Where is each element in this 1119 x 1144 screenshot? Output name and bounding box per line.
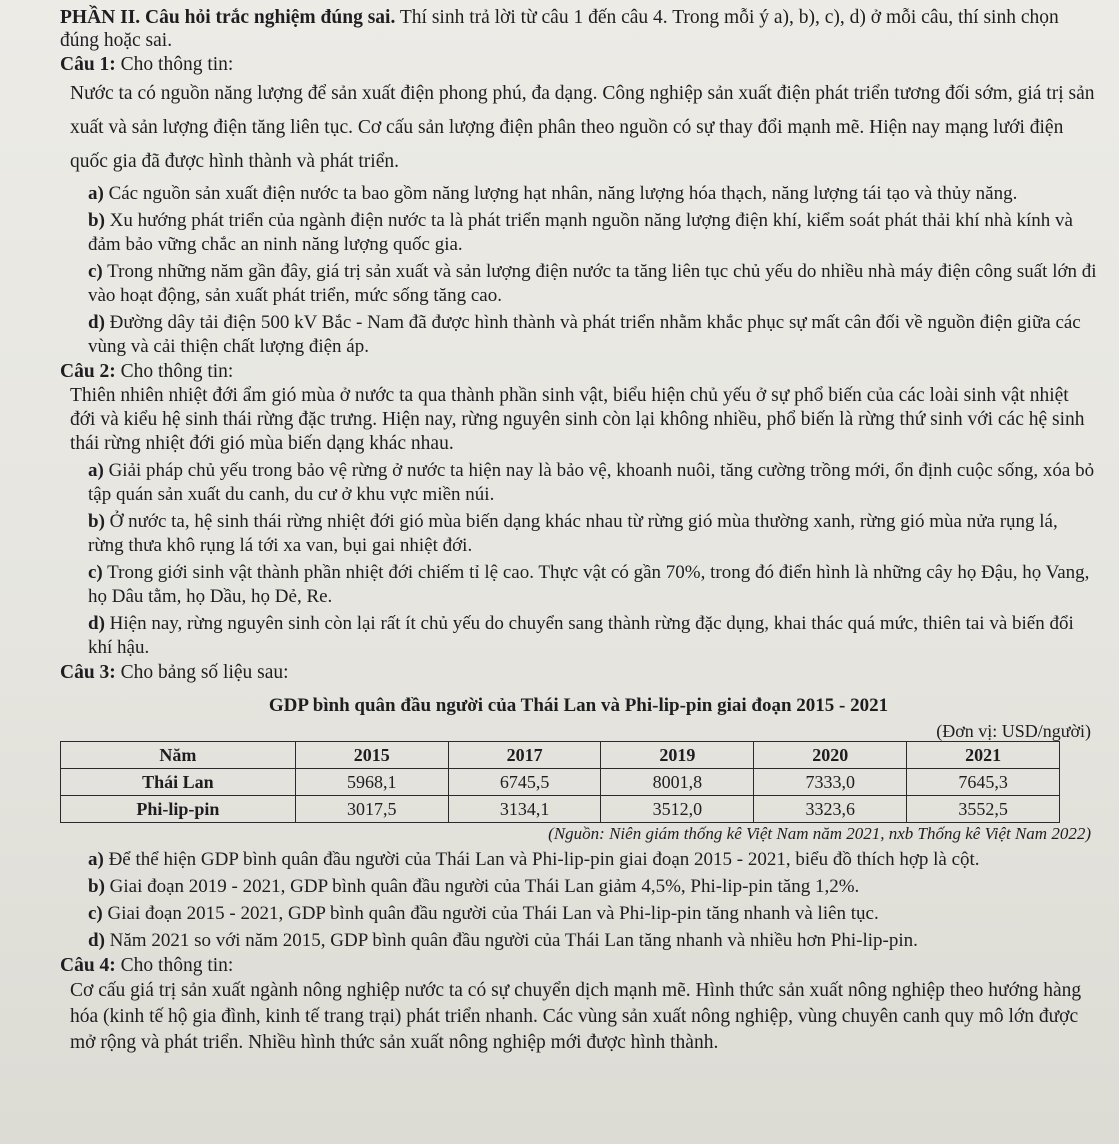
question-4	[60, 954, 1097, 1056]
option-text: Giai đoạn 2015 - 2021, GDP bình quân đầu người của Thái Lan và Phi-lip-pin tăng nhanh và liên tục.	[102, 903, 879, 924]
option-key: d)	[88, 930, 105, 951]
question-label: Câu 2:	[60, 361, 116, 382]
table-cell: 3134,1	[448, 796, 601, 823]
question-3	[60, 661, 1097, 953]
option-c	[88, 260, 1097, 308]
option-key: c)	[88, 562, 103, 583]
option-text: Giải pháp chủ yếu trong bảo vệ rừng ở nước ta hiện nay là bảo vệ, khoanh nuôi, tăng cường trồng mới, ổn định cuộc sống, xóa bỏ tập quán sản xuất du canh, du cư ở khu vực miền núi.	[88, 460, 1095, 505]
option-key: b)	[88, 210, 105, 231]
question-passage: Nước ta có nguồn năng lượng để sản xuất điện phong phú, đa dạng. Công nghiệp sản xuất điện phát triển tương đối sớm, giá trị sản xuất và sản lượng điện tăng liên tục. Cơ cấu sản lượng điện phân theo nguồn có sự thay đổi mạnh mẽ. Hiện nay mạng lưới điện quốc gia đã được hình thành và phát triển.	[70, 83, 1095, 172]
header-cell: 2019	[601, 742, 754, 769]
part-instructions: Thí sinh trả lời từ câu 1 đến câu 4. Trong mỗi ý a), b), c), d) ở mỗi câu, thí sinh chọn đúng hoặc sai.	[60, 7, 1059, 51]
option-key: c)	[88, 261, 103, 282]
option-key: d)	[88, 312, 105, 333]
table-row	[61, 769, 1060, 796]
option-b	[88, 510, 1097, 558]
question-prompt: Cho thông tin:	[115, 54, 234, 75]
option-c	[88, 561, 1097, 609]
option-text: Giai đoạn 2019 - 2021, GDP bình quân đầu người của Thái Lan giảm 4,5%, Phi-lip-pin tăng 1,2%.	[104, 876, 860, 897]
row-label: Thái Lan	[61, 769, 296, 796]
question-label: Câu 4:	[60, 955, 116, 976]
option-text: Các nguồn sản xuất điện nước ta bao gồm năng lượng hạt nhân, năng lượng hóa thạch, năng lượng tái tạo và thủy năng.	[103, 183, 1018, 204]
option-d	[88, 612, 1097, 660]
question-passage: Cơ cấu giá trị sản xuất ngành nông nghiệp nước ta có sự chuyển dịch mạnh mẽ. Hình thức sản xuất nông nghiệp theo hướng hàng hóa (kinh tế hộ gia đình, kinh tế trang trại) phát triển nhanh. Các vùng sản xuất nông nghiệp, vùng chuyên canh quy mô lớn được mở rộng và phát triển. Nhiều hình thức sản xuất nông nghiệp mới được hình thành.	[70, 980, 1082, 1053]
table-cell: 7333,0	[754, 769, 907, 796]
option-key: d)	[88, 613, 105, 634]
header-cell: 2021	[907, 742, 1060, 769]
table-header-row	[61, 742, 1060, 769]
header-cell: 2015	[295, 742, 448, 769]
table-source: (Nguồn: Niên giám thống kê Việt Nam năm 2021, nxb Thống kê Việt Nam 2022)	[548, 824, 1091, 843]
option-text: Hiện nay, rừng nguyên sinh còn lại rất ít chủ yếu do chuyển sang thành rừng đặc dụng, khai thác quá mức, thiên tai và biến đổi khí hậu.	[88, 613, 1074, 658]
question-prompt: Cho thông tin:	[115, 955, 234, 976]
question-2	[60, 360, 1097, 660]
table-row	[61, 796, 1060, 823]
table-cell: 6745,5	[448, 769, 601, 796]
option-key: b)	[88, 876, 105, 897]
option-text: Để thể hiện GDP bình quân đầu người của Thái Lan và Phi-lip-pin giai đoạn 2015 - 2021, biểu đồ thích hợp là cột.	[103, 849, 980, 870]
table-cell: 3017,5	[295, 796, 448, 823]
question-prompt: Cho thông tin:	[115, 361, 234, 382]
option-text: Xu hướng phát triển của ngành điện nước ta là phát triển mạnh nguồn năng lượng điện khí, kiểm soát phát thải khí nhà kính và đảm bảo vững chắc an ninh năng lượng quốc gia.	[88, 210, 1073, 255]
option-key: c)	[88, 903, 103, 924]
option-key: b)	[88, 511, 105, 532]
option-key: a)	[88, 849, 104, 870]
option-key: a)	[88, 460, 104, 481]
table-cell: 3512,0	[601, 796, 754, 823]
table-cell: 3552,5	[907, 796, 1060, 823]
gdp-table	[60, 741, 1060, 823]
question-1	[60, 53, 1097, 359]
option-text: Đường dây tải điện 500 kV Bắc - Nam đã được hình thành và phát triển nhằm khắc phục sự mất cân đối về nguồn điện giữa các vùng và cải thiện chất lượng điện áp.	[88, 312, 1081, 357]
header-cell: Năm	[61, 742, 296, 769]
table-cell: 3323,6	[754, 796, 907, 823]
option-a	[88, 182, 1097, 206]
option-a	[88, 459, 1097, 507]
option-text: Ở nước ta, hệ sinh thái rừng nhiệt đới gió mùa biến dạng khác nhau từ rừng gió mùa thường xanh, rừng gió mùa nửa rụng lá, rừng thưa khô rụng lá tới xa van, bụi gai nhiệt đới.	[88, 511, 1058, 556]
table-cell: 8001,8	[601, 769, 754, 796]
option-b	[88, 209, 1097, 257]
header-cell: 2017	[448, 742, 601, 769]
table-cell: 5968,1	[295, 769, 448, 796]
option-a	[88, 848, 1097, 872]
question-passage: Thiên nhiên nhiệt đới ẩm gió mùa ở nước ta qua thành phần sinh vật, biểu hiện chủ yếu ở sự phổ biến của các loài sinh vật nhiệt đới và kiểu hệ sinh thái rừng đặc trưng. Hiện nay, rừng nguyên sinh còn lại không nhiều, phổ biến là rừng thứ sinh với các hệ sinh thái rừng nhiệt đới gió mùa biến dạng khác nhau.	[70, 385, 1085, 454]
option-text: Trong giới sinh vật thành phần nhiệt đới chiếm tỉ lệ cao. Thực vật có gần 70%, trong đó điển hình là những cây họ Đậu, họ Vang, họ Dâu tằm, họ Dầu, họ Dẻ, Re.	[88, 562, 1090, 607]
table-title: GDP bình quân đầu người của Thái Lan và Phi-lip-pin giai đoạn 2015 - 2021	[268, 695, 889, 716]
option-d	[88, 929, 1097, 953]
table-cell: 7645,3	[907, 769, 1060, 796]
table-unit: (Đơn vị: USD/người)	[936, 721, 1091, 741]
option-text: Trong những năm gần đây, giá trị sản xuất và sản lượng điện nước ta tăng liên tục chủ yếu do nhiều nhà máy điện công suất lớn đi vào hoạt động, sản xuất phát triển, mức sống tăng cao.	[88, 261, 1097, 306]
header-cell: 2020	[754, 742, 907, 769]
row-label: Phi-lip-pin	[61, 796, 296, 823]
option-text: Năm 2021 so với năm 2015, GDP bình quân đầu người của Thái Lan tăng nhanh và nhiều hơn Phi-lip-pin.	[104, 930, 918, 951]
part-intro	[60, 6, 1097, 52]
option-d	[88, 311, 1097, 359]
question-prompt: Cho bảng số liệu sau:	[115, 662, 289, 683]
question-label: Câu 1:	[60, 54, 116, 75]
option-key: a)	[88, 183, 104, 204]
question-label: Câu 3:	[60, 662, 116, 683]
option-b	[88, 875, 1097, 899]
option-c	[88, 902, 1097, 926]
part-heading: PHẦN II. Câu hỏi trắc nghiệm đúng sai.	[60, 7, 396, 28]
